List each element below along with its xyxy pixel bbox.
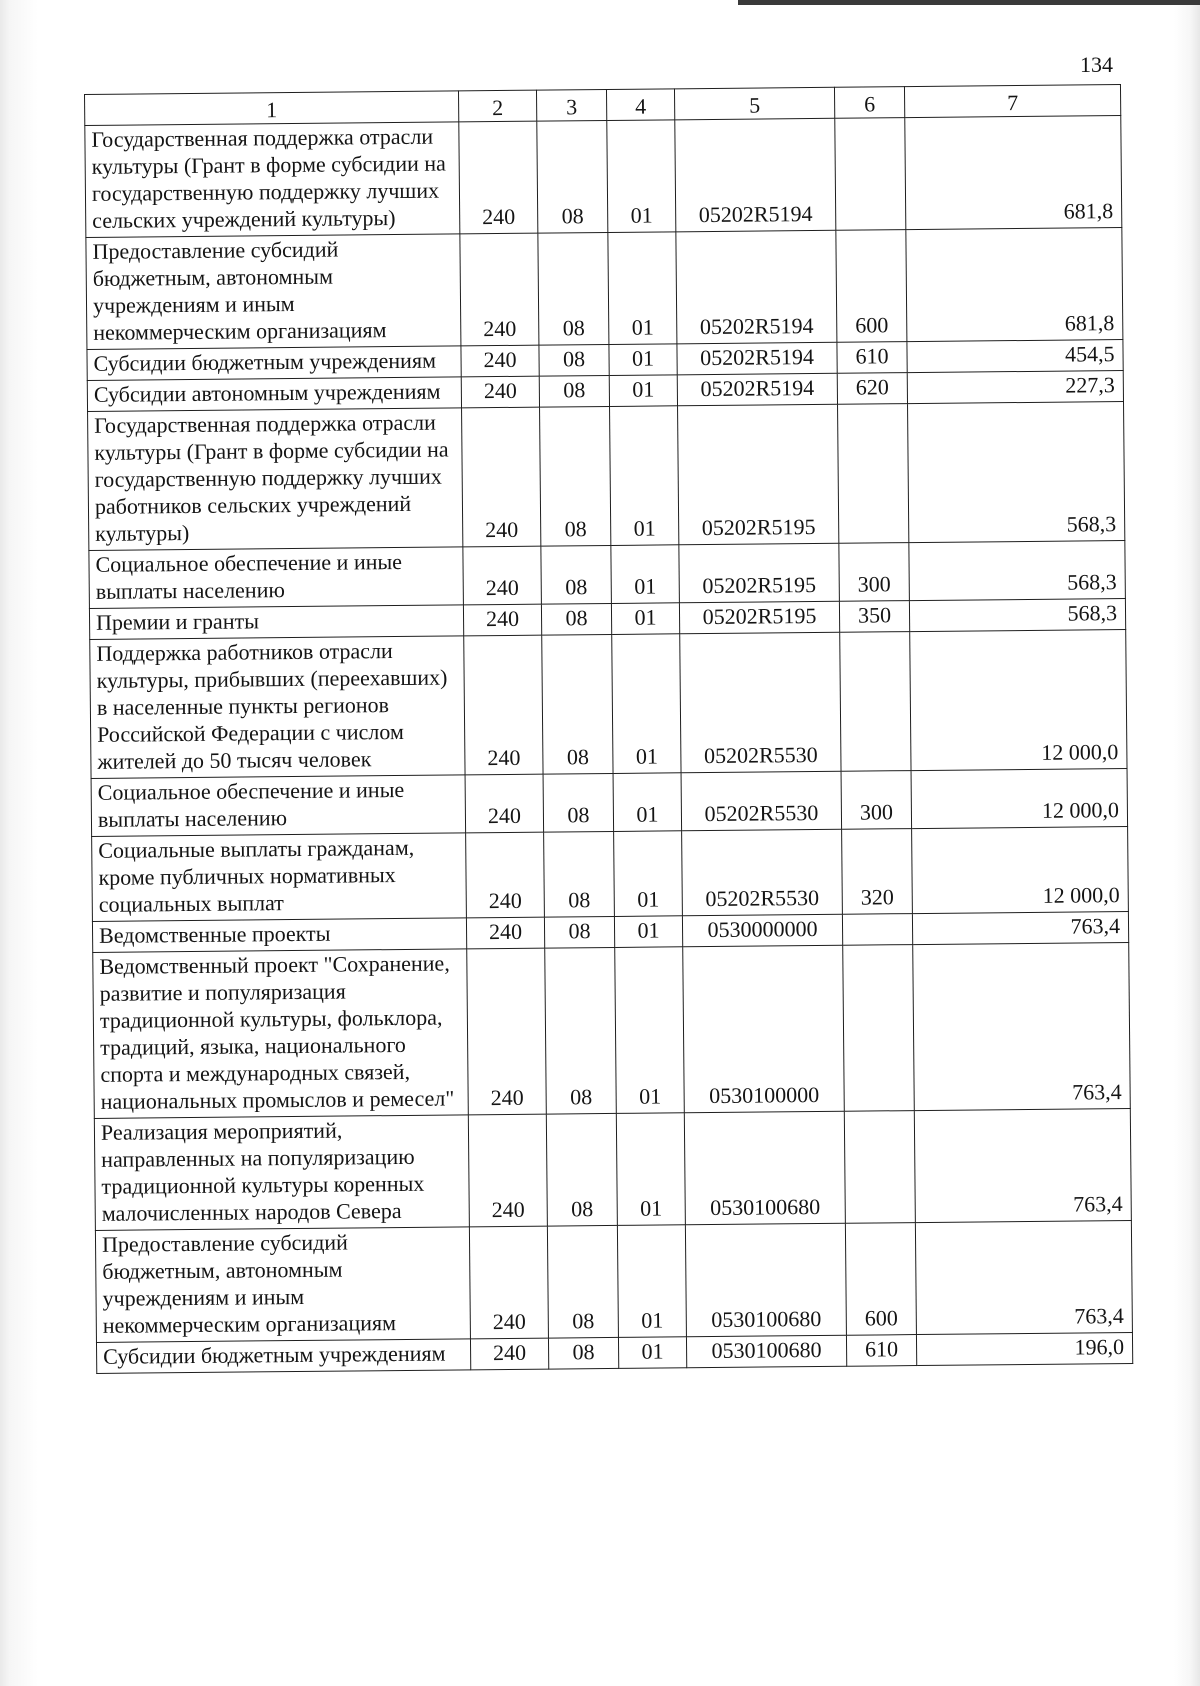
row-vr: 600 <box>845 1223 916 1336</box>
row-csr: 05202R5194 <box>677 342 837 375</box>
row-sum: 568,3 <box>908 402 1125 543</box>
row-grbs: 240 <box>460 233 539 346</box>
row-pr: 01 <box>607 120 676 233</box>
row-rz: 08 <box>546 1113 617 1226</box>
row-rz: 08 <box>547 1225 618 1338</box>
page-number: 134 <box>1080 52 1113 77</box>
row-pr: 01 <box>613 773 682 832</box>
row-pr: 01 <box>609 344 677 376</box>
row-csr: 05202R5195 <box>679 543 840 603</box>
table-row <box>93 943 1131 1119</box>
row-csr: 0530100680 <box>684 1111 845 1225</box>
row-name: Ведомственные проекты <box>92 918 466 953</box>
row-name: Социальное обеспечение и иные выплаты населению <box>91 775 466 837</box>
row-name: Государственная поддержка отрасли культуры (Грант в форме субсидии на государственную поддержку лучших работников сельских учреждений культуры) <box>88 408 463 551</box>
table-row <box>91 769 1128 837</box>
row-vr: 610 <box>846 1335 916 1367</box>
row-vr: 620 <box>837 373 907 405</box>
scan-edge-right <box>1174 0 1200 1686</box>
row-pr: 01 <box>609 375 677 407</box>
row-sum: 763,4 <box>912 912 1128 945</box>
row-grbs: 240 <box>463 546 542 605</box>
row-name: Реализация мероприятий, направленных на популяризацию традиционной культуры коренных малочисленных народов Севера <box>94 1115 469 1231</box>
row-name: Предоставление субсидий бюджетным, автономным учреждениям и иным некоммерческим организациям <box>86 234 461 350</box>
table-row <box>95 1220 1132 1342</box>
row-sum: 12 000,0 <box>910 630 1127 771</box>
budget-table <box>84 84 1133 1374</box>
row-csr: 05202R5530 <box>682 829 843 916</box>
row-pr: 01 <box>615 947 685 1114</box>
row-sum: 568,3 <box>909 599 1125 632</box>
row-name: Субсидии бюджетным учреждениям <box>87 346 461 381</box>
row-rz: 08 <box>539 344 609 376</box>
row-rz: 08 <box>544 916 614 948</box>
row-vr <box>842 914 912 946</box>
row-vr: 300 <box>839 543 910 602</box>
row-csr: 05202R5194 <box>677 373 837 406</box>
row-name: Премии и гранты <box>89 605 463 640</box>
row-pr: 01 <box>611 545 680 604</box>
row-sum: 12 000,0 <box>912 827 1129 914</box>
table-row <box>90 630 1127 779</box>
row-rz: 08 <box>545 947 617 1114</box>
table-row <box>94 1109 1131 1231</box>
header-col-4: 4 <box>606 89 674 121</box>
row-vr: 350 <box>839 601 909 633</box>
header-col-6: 6 <box>834 87 904 119</box>
row-grbs: 240 <box>467 948 547 1115</box>
row-vr: 610 <box>837 342 907 374</box>
row-pr: 01 <box>612 634 681 774</box>
row-vr <box>835 118 906 231</box>
row-rz: 08 <box>541 545 612 604</box>
row-vr: 320 <box>842 829 913 915</box>
row-grbs: 240 <box>466 917 544 949</box>
row-name: Поддержка работников отрасли культуры, прибывших (переехавших) в населенные пункты регионов Российской Федерации с числом жителей до 50 тысяч человек <box>90 636 465 779</box>
row-sum: 681,8 <box>906 228 1123 342</box>
header-col-3: 3 <box>536 89 606 121</box>
table-row <box>88 402 1125 551</box>
row-grbs: 240 <box>463 604 541 636</box>
row-pr: 01 <box>608 232 677 345</box>
row-csr: 05202R5195 <box>678 404 839 545</box>
header-col-2: 2 <box>458 90 536 122</box>
row-rz: 08 <box>544 831 615 917</box>
row-name: Государственная поддержка отрасли культуры (Грант в форме субсидии на государственную поддержку лучших сельских учреждений культуры) <box>85 122 460 238</box>
row-rz: 08 <box>540 406 611 546</box>
row-pr: 01 <box>618 1337 686 1369</box>
row-name: Социальное обеспечение и иные выплаты населению <box>89 547 464 609</box>
row-grbs: 240 <box>462 407 541 547</box>
row-sum: 227,3 <box>907 371 1123 404</box>
scan-bar-top <box>738 0 1200 5</box>
row-pr: 01 <box>614 831 683 917</box>
row-csr: 05202R5530 <box>681 771 842 831</box>
row-grbs: 240 <box>464 635 543 775</box>
row-pr: 01 <box>617 1225 686 1338</box>
row-name: Субсидии бюджетным учреждениям <box>96 1339 470 1374</box>
row-sum: 196,0 <box>916 1332 1132 1365</box>
row-grbs: 240 <box>466 832 545 918</box>
row-csr: 0530000000 <box>682 914 842 947</box>
row-vr <box>838 404 909 544</box>
row-rz: 08 <box>538 232 609 345</box>
row-csr: 05202R5530 <box>680 632 841 773</box>
row-sum: 763,4 <box>913 943 1131 1111</box>
row-vr: 600 <box>836 230 907 343</box>
row-name: Социальные выплаты гражданам, кроме публичных нормативных социальных выплат <box>92 833 467 922</box>
row-rz: 08 <box>548 1337 618 1369</box>
row-sum: 454,5 <box>907 340 1123 373</box>
row-grbs: 240 <box>461 345 539 377</box>
table-row <box>92 827 1129 922</box>
row-csr: 0530100000 <box>683 945 845 1113</box>
row-rz: 08 <box>541 603 611 635</box>
row-grbs: 240 <box>459 121 538 234</box>
table-row <box>89 541 1126 609</box>
row-pr: 01 <box>611 603 679 635</box>
row-vr <box>844 1111 915 1224</box>
row-sum: 763,4 <box>915 1220 1132 1334</box>
row-csr: 0530100680 <box>685 1223 846 1337</box>
row-pr: 01 <box>616 1113 685 1226</box>
row-vr: 300 <box>841 771 912 830</box>
scan-edge-left <box>0 0 38 1686</box>
table-row <box>85 116 1122 238</box>
row-grbs: 240 <box>469 1226 548 1339</box>
row-csr: 05202R5194 <box>675 118 836 232</box>
row-grbs: 240 <box>461 376 539 408</box>
row-name: Предоставление субсидий бюджетным, автономным учреждениям и иным некоммерческим организациям <box>95 1227 470 1343</box>
row-vr <box>843 945 915 1112</box>
row-sum: 681,8 <box>905 116 1122 230</box>
row-grbs: 240 <box>465 774 544 833</box>
row-name: Ведомственный проект "Сохранение, развитие и популяризация традиционной культуры, фольклора, традиций, языка, национального спорта и международных связей, национальных промыслов и ремесел" <box>93 949 469 1119</box>
header-col-1: 1 <box>85 91 459 126</box>
row-sum: 763,4 <box>914 1109 1131 1223</box>
row-grbs: 240 <box>470 1338 548 1370</box>
row-rz: 08 <box>543 773 614 832</box>
row-rz: 08 <box>537 120 608 233</box>
row-csr: 05202R5195 <box>679 601 839 634</box>
row-vr <box>840 632 911 772</box>
row-rz: 08 <box>542 634 613 774</box>
header-col-5: 5 <box>674 87 834 120</box>
header-col-7: 7 <box>904 85 1120 118</box>
row-rz: 08 <box>539 375 609 407</box>
row-sum: 568,3 <box>909 541 1126 601</box>
row-grbs: 240 <box>468 1114 547 1227</box>
table-row <box>86 228 1123 350</box>
row-sum: 12 000,0 <box>911 769 1128 829</box>
row-csr: 0530100680 <box>686 1335 846 1368</box>
row-name: Субсидии автономным учреждениям <box>87 377 461 412</box>
row-pr: 01 <box>610 406 679 546</box>
row-csr: 05202R5194 <box>676 230 837 344</box>
row-pr: 01 <box>614 916 682 948</box>
